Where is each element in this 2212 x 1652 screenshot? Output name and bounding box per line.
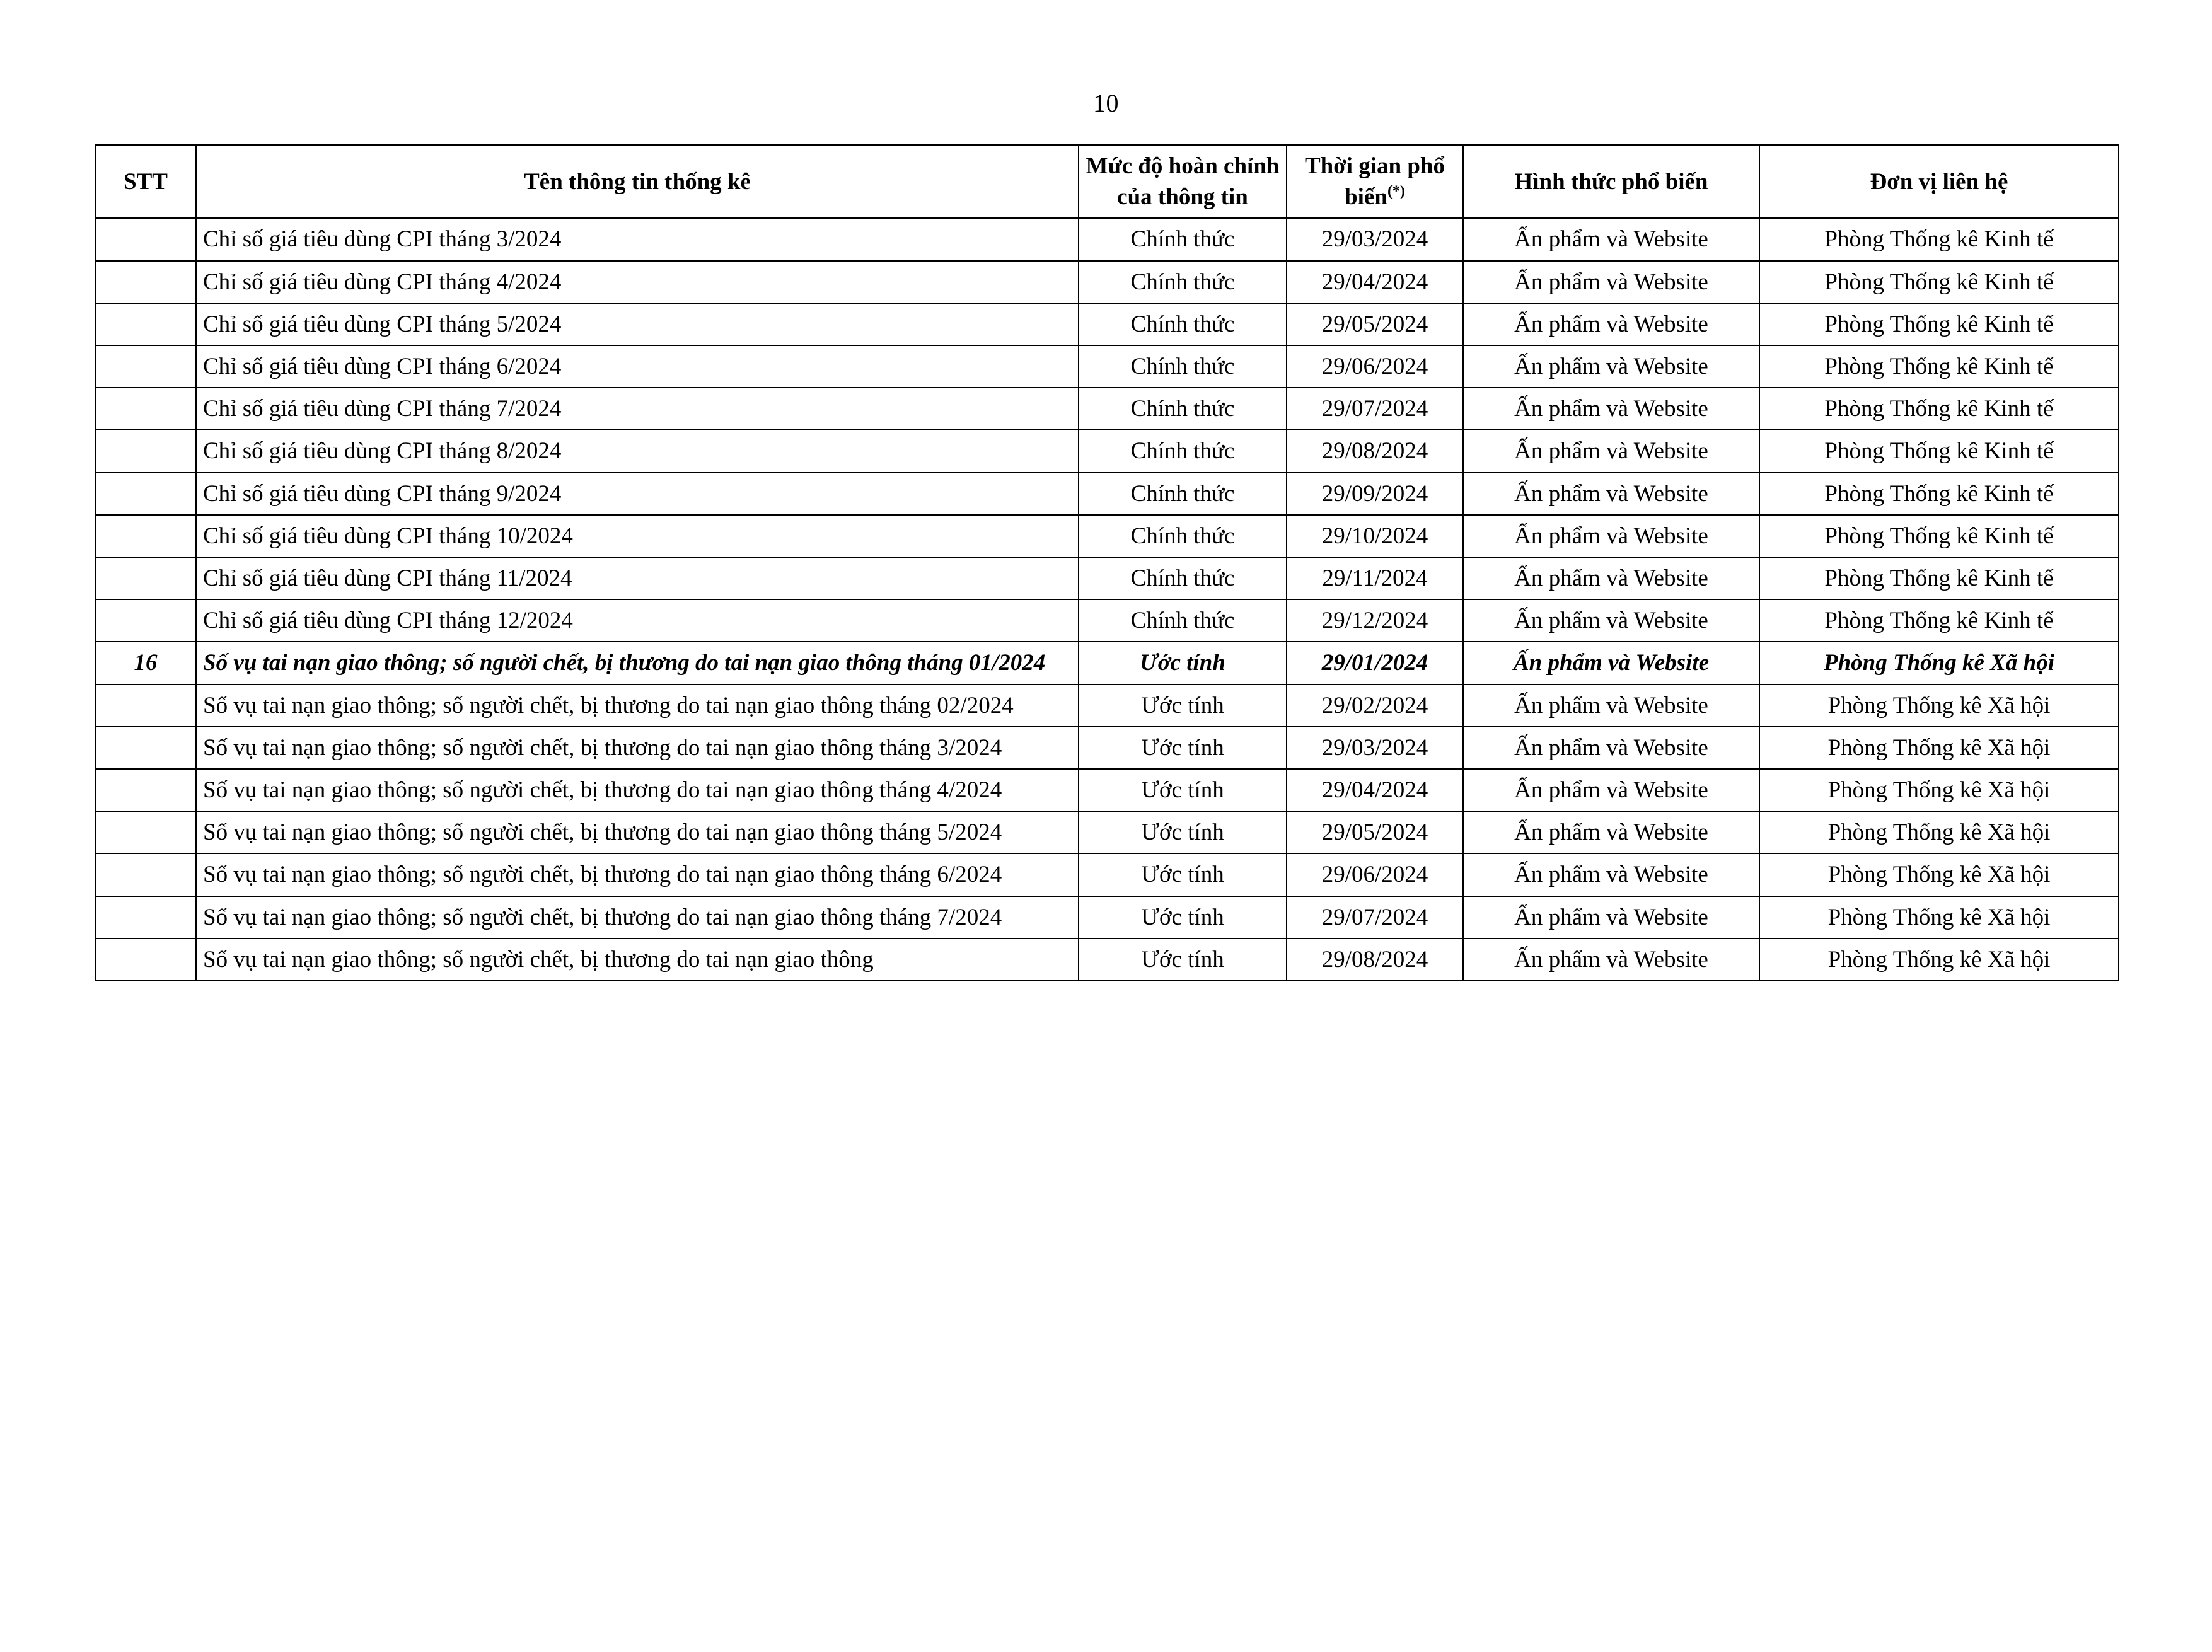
cell-stt bbox=[95, 261, 196, 303]
cell-dissemination-time: 29/06/2024 bbox=[1287, 345, 1463, 388]
cell-name: Chỉ số giá tiêu dùng CPI tháng 10/2024 bbox=[196, 515, 1079, 557]
cell-stt: 16 bbox=[95, 642, 196, 684]
cell-name: Số vụ tai nạn giao thông; số người chết, bị thương do tai nạn giao thông tháng 7/2024 bbox=[196, 896, 1079, 939]
cell-completeness: Chính thức bbox=[1079, 430, 1287, 472]
cell-dissemination-form: Ấn phẩm và Website bbox=[1463, 345, 1759, 388]
cell-dissemination-form: Ấn phẩm và Website bbox=[1463, 853, 1759, 896]
cell-dissemination-time: 29/08/2024 bbox=[1287, 939, 1463, 981]
table-row bbox=[95, 345, 2119, 388]
cell-name: Số vụ tai nạn giao thông; số người chết, bị thương do tai nạn giao thông tháng 3/2024 bbox=[196, 727, 1079, 769]
cell-contact-unit: Phòng Thống kê Kinh tế bbox=[1759, 557, 2119, 599]
cell-name: Số vụ tai nạn giao thông; số người chết, bị thương do tai nạn giao thông tháng 01/2024 bbox=[196, 642, 1079, 684]
cell-dissemination-form: Ấn phẩm và Website bbox=[1463, 727, 1759, 769]
cell-contact-unit: Phòng Thống kê Kinh tế bbox=[1759, 599, 2119, 642]
cell-contact-unit: Phòng Thống kê Xã hội bbox=[1759, 896, 2119, 939]
cell-dissemination-time: 29/04/2024 bbox=[1287, 769, 1463, 811]
cell-name: Chỉ số giá tiêu dùng CPI tháng 8/2024 bbox=[196, 430, 1079, 472]
cell-dissemination-time: 29/05/2024 bbox=[1287, 811, 1463, 853]
cell-dissemination-form: Ấn phẩm và Website bbox=[1463, 430, 1759, 472]
cell-dissemination-time: 29/07/2024 bbox=[1287, 896, 1463, 939]
cell-name: Số vụ tai nạn giao thông; số người chết, bị thương do tai nạn giao thông tháng 02/2024 bbox=[196, 684, 1079, 727]
table-row bbox=[95, 388, 2119, 430]
cell-completeness: Chính thức bbox=[1079, 345, 1287, 388]
cell-dissemination-time: 29/03/2024 bbox=[1287, 218, 1463, 260]
cell-dissemination-time: 29/01/2024 bbox=[1287, 642, 1463, 684]
table-row bbox=[95, 896, 2119, 939]
table-row bbox=[95, 811, 2119, 853]
cell-name: Số vụ tai nạn giao thông; số người chết, bị thương do tai nạn giao thông tháng 5/2024 bbox=[196, 811, 1079, 853]
cell-completeness: Chính thức bbox=[1079, 261, 1287, 303]
cell-stt bbox=[95, 303, 196, 345]
cell-contact-unit: Phòng Thống kê Kinh tế bbox=[1759, 388, 2119, 430]
column-header-contact-unit: Đơn vị liên hệ bbox=[1759, 145, 2119, 218]
cell-stt bbox=[95, 727, 196, 769]
cell-name: Chỉ số giá tiêu dùng CPI tháng 11/2024 bbox=[196, 557, 1079, 599]
cell-contact-unit: Phòng Thống kê Kinh tế bbox=[1759, 303, 2119, 345]
cell-name: Số vụ tai nạn giao thông; số người chết, bị thương do tai nạn giao thông tháng 6/2024 bbox=[196, 853, 1079, 896]
document-page bbox=[0, 88, 2212, 1652]
cell-dissemination-form: Ấn phẩm và Website bbox=[1463, 896, 1759, 939]
cell-stt bbox=[95, 388, 196, 430]
cell-dissemination-time: 29/05/2024 bbox=[1287, 303, 1463, 345]
cell-dissemination-time: 29/02/2024 bbox=[1287, 684, 1463, 727]
cell-contact-unit: Phòng Thống kê Kinh tế bbox=[1759, 261, 2119, 303]
cell-dissemination-time: 29/07/2024 bbox=[1287, 388, 1463, 430]
table-row bbox=[95, 939, 2119, 981]
cell-contact-unit: Phòng Thống kê Xã hội bbox=[1759, 811, 2119, 853]
cell-stt bbox=[95, 473, 196, 515]
cell-name: Chỉ số giá tiêu dùng CPI tháng 6/2024 bbox=[196, 345, 1079, 388]
cell-dissemination-form: Ấn phẩm và Website bbox=[1463, 769, 1759, 811]
cell-completeness: Chính thức bbox=[1079, 599, 1287, 642]
cell-contact-unit: Phòng Thống kê Kinh tế bbox=[1759, 473, 2119, 515]
cell-stt bbox=[95, 769, 196, 811]
cell-contact-unit: Phòng Thống kê Xã hội bbox=[1759, 853, 2119, 896]
cell-dissemination-time: 29/11/2024 bbox=[1287, 557, 1463, 599]
cell-dissemination-form: Ấn phẩm và Website bbox=[1463, 261, 1759, 303]
cell-dissemination-form: Ấn phẩm và Website bbox=[1463, 303, 1759, 345]
cell-name: Chỉ số giá tiêu dùng CPI tháng 5/2024 bbox=[196, 303, 1079, 345]
column-header-stt: STT bbox=[95, 145, 196, 218]
cell-completeness: Ước tính bbox=[1079, 939, 1287, 981]
cell-dissemination-time: 29/06/2024 bbox=[1287, 853, 1463, 896]
cell-completeness: Ước tính bbox=[1079, 896, 1287, 939]
cell-contact-unit: Phòng Thống kê Kinh tế bbox=[1759, 218, 2119, 260]
cell-completeness: Ước tính bbox=[1079, 727, 1287, 769]
cell-dissemination-form: Ấn phẩm và Website bbox=[1463, 473, 1759, 515]
cell-completeness: Chính thức bbox=[1079, 557, 1287, 599]
cell-dissemination-time: 29/10/2024 bbox=[1287, 515, 1463, 557]
cell-contact-unit: Phòng Thống kê Kinh tế bbox=[1759, 430, 2119, 472]
cell-stt bbox=[95, 811, 196, 853]
cell-dissemination-form: Ấn phẩm và Website bbox=[1463, 218, 1759, 260]
cell-completeness: Chính thức bbox=[1079, 515, 1287, 557]
cell-stt bbox=[95, 896, 196, 939]
cell-completeness: Ước tính bbox=[1079, 811, 1287, 853]
table-row bbox=[95, 684, 2119, 727]
column-header-completeness: Mức độ hoàn chỉnh của thông tin bbox=[1079, 145, 1287, 218]
cell-dissemination-form: Ấn phẩm và Website bbox=[1463, 811, 1759, 853]
cell-stt bbox=[95, 599, 196, 642]
table-row bbox=[95, 727, 2119, 769]
cell-dissemination-time: 29/04/2024 bbox=[1287, 261, 1463, 303]
cell-dissemination-form: Ấn phẩm và Website bbox=[1463, 939, 1759, 981]
page-number: 10 bbox=[1093, 89, 1119, 117]
statistics-table bbox=[95, 144, 2119, 981]
table-row bbox=[95, 515, 2119, 557]
cell-stt bbox=[95, 345, 196, 388]
cell-completeness: Ước tính bbox=[1079, 642, 1287, 684]
cell-stt bbox=[95, 430, 196, 472]
table-row bbox=[95, 261, 2119, 303]
cell-name: Chỉ số giá tiêu dùng CPI tháng 7/2024 bbox=[196, 388, 1079, 430]
cell-contact-unit: Phòng Thống kê Xã hội bbox=[1759, 642, 2119, 684]
footnote-marker: (*) bbox=[1387, 183, 1405, 200]
cell-name: Số vụ tai nạn giao thông; số người chết, bị thương do tai nạn giao thông tháng 4/2024 bbox=[196, 769, 1079, 811]
table-row bbox=[95, 599, 2119, 642]
cell-dissemination-time: 29/08/2024 bbox=[1287, 430, 1463, 472]
cell-dissemination-time: 29/12/2024 bbox=[1287, 599, 1463, 642]
cell-dissemination-form: Ấn phẩm và Website bbox=[1463, 557, 1759, 599]
cell-completeness: Chính thức bbox=[1079, 218, 1287, 260]
cell-stt bbox=[95, 218, 196, 260]
table-row bbox=[95, 642, 2119, 684]
table-row bbox=[95, 473, 2119, 515]
column-header-name: Tên thông tin thống kê bbox=[196, 145, 1079, 218]
table-body bbox=[95, 218, 2119, 981]
column-header-dissemination-time bbox=[1287, 145, 1463, 218]
cell-dissemination-form: Ấn phẩm và Website bbox=[1463, 388, 1759, 430]
cell-name: Số vụ tai nạn giao thông; số người chết, bị thương do tai nạn giao thông bbox=[196, 939, 1079, 981]
cell-dissemination-form: Ấn phẩm và Website bbox=[1463, 642, 1759, 684]
cell-completeness: Ước tính bbox=[1079, 769, 1287, 811]
table-container bbox=[95, 144, 2117, 981]
table-row bbox=[95, 430, 2119, 472]
cell-completeness: Chính thức bbox=[1079, 473, 1287, 515]
column-header-dissemination-time-label: Thời gian phổ biến bbox=[1304, 153, 1445, 211]
cell-name: Chỉ số giá tiêu dùng CPI tháng 4/2024 bbox=[196, 261, 1079, 303]
cell-contact-unit: Phòng Thống kê Kinh tế bbox=[1759, 345, 2119, 388]
cell-completeness: Chính thức bbox=[1079, 303, 1287, 345]
cell-contact-unit: Phòng Thống kê Xã hội bbox=[1759, 727, 2119, 769]
cell-name: Chỉ số giá tiêu dùng CPI tháng 12/2024 bbox=[196, 599, 1079, 642]
cell-name: Chỉ số giá tiêu dùng CPI tháng 9/2024 bbox=[196, 473, 1079, 515]
cell-contact-unit: Phòng Thống kê Xã hội bbox=[1759, 939, 2119, 981]
cell-dissemination-form: Ấn phẩm và Website bbox=[1463, 515, 1759, 557]
table-row bbox=[95, 769, 2119, 811]
cell-dissemination-time: 29/09/2024 bbox=[1287, 473, 1463, 515]
cell-contact-unit: Phòng Thống kê Xã hội bbox=[1759, 684, 2119, 727]
table-row bbox=[95, 557, 2119, 599]
cell-stt bbox=[95, 684, 196, 727]
cell-contact-unit: Phòng Thống kê Xã hội bbox=[1759, 769, 2119, 811]
table-header-row bbox=[95, 145, 2119, 218]
table-row bbox=[95, 853, 2119, 896]
table-header bbox=[95, 145, 2119, 218]
table-row bbox=[95, 303, 2119, 345]
cell-stt bbox=[95, 939, 196, 981]
cell-name: Chỉ số giá tiêu dùng CPI tháng 3/2024 bbox=[196, 218, 1079, 260]
cell-contact-unit: Phòng Thống kê Kinh tế bbox=[1759, 515, 2119, 557]
cell-completeness: Chính thức bbox=[1079, 388, 1287, 430]
cell-completeness: Ước tính bbox=[1079, 684, 1287, 727]
cell-dissemination-form: Ấn phẩm và Website bbox=[1463, 684, 1759, 727]
cell-stt bbox=[95, 515, 196, 557]
column-header-dissemination-form: Hình thức phổ biến bbox=[1463, 145, 1759, 218]
cell-dissemination-form: Ấn phẩm và Website bbox=[1463, 599, 1759, 642]
cell-stt bbox=[95, 557, 196, 599]
cell-dissemination-time: 29/03/2024 bbox=[1287, 727, 1463, 769]
table-row bbox=[95, 218, 2119, 260]
cell-stt bbox=[95, 853, 196, 896]
cell-completeness: Ước tính bbox=[1079, 853, 1287, 896]
